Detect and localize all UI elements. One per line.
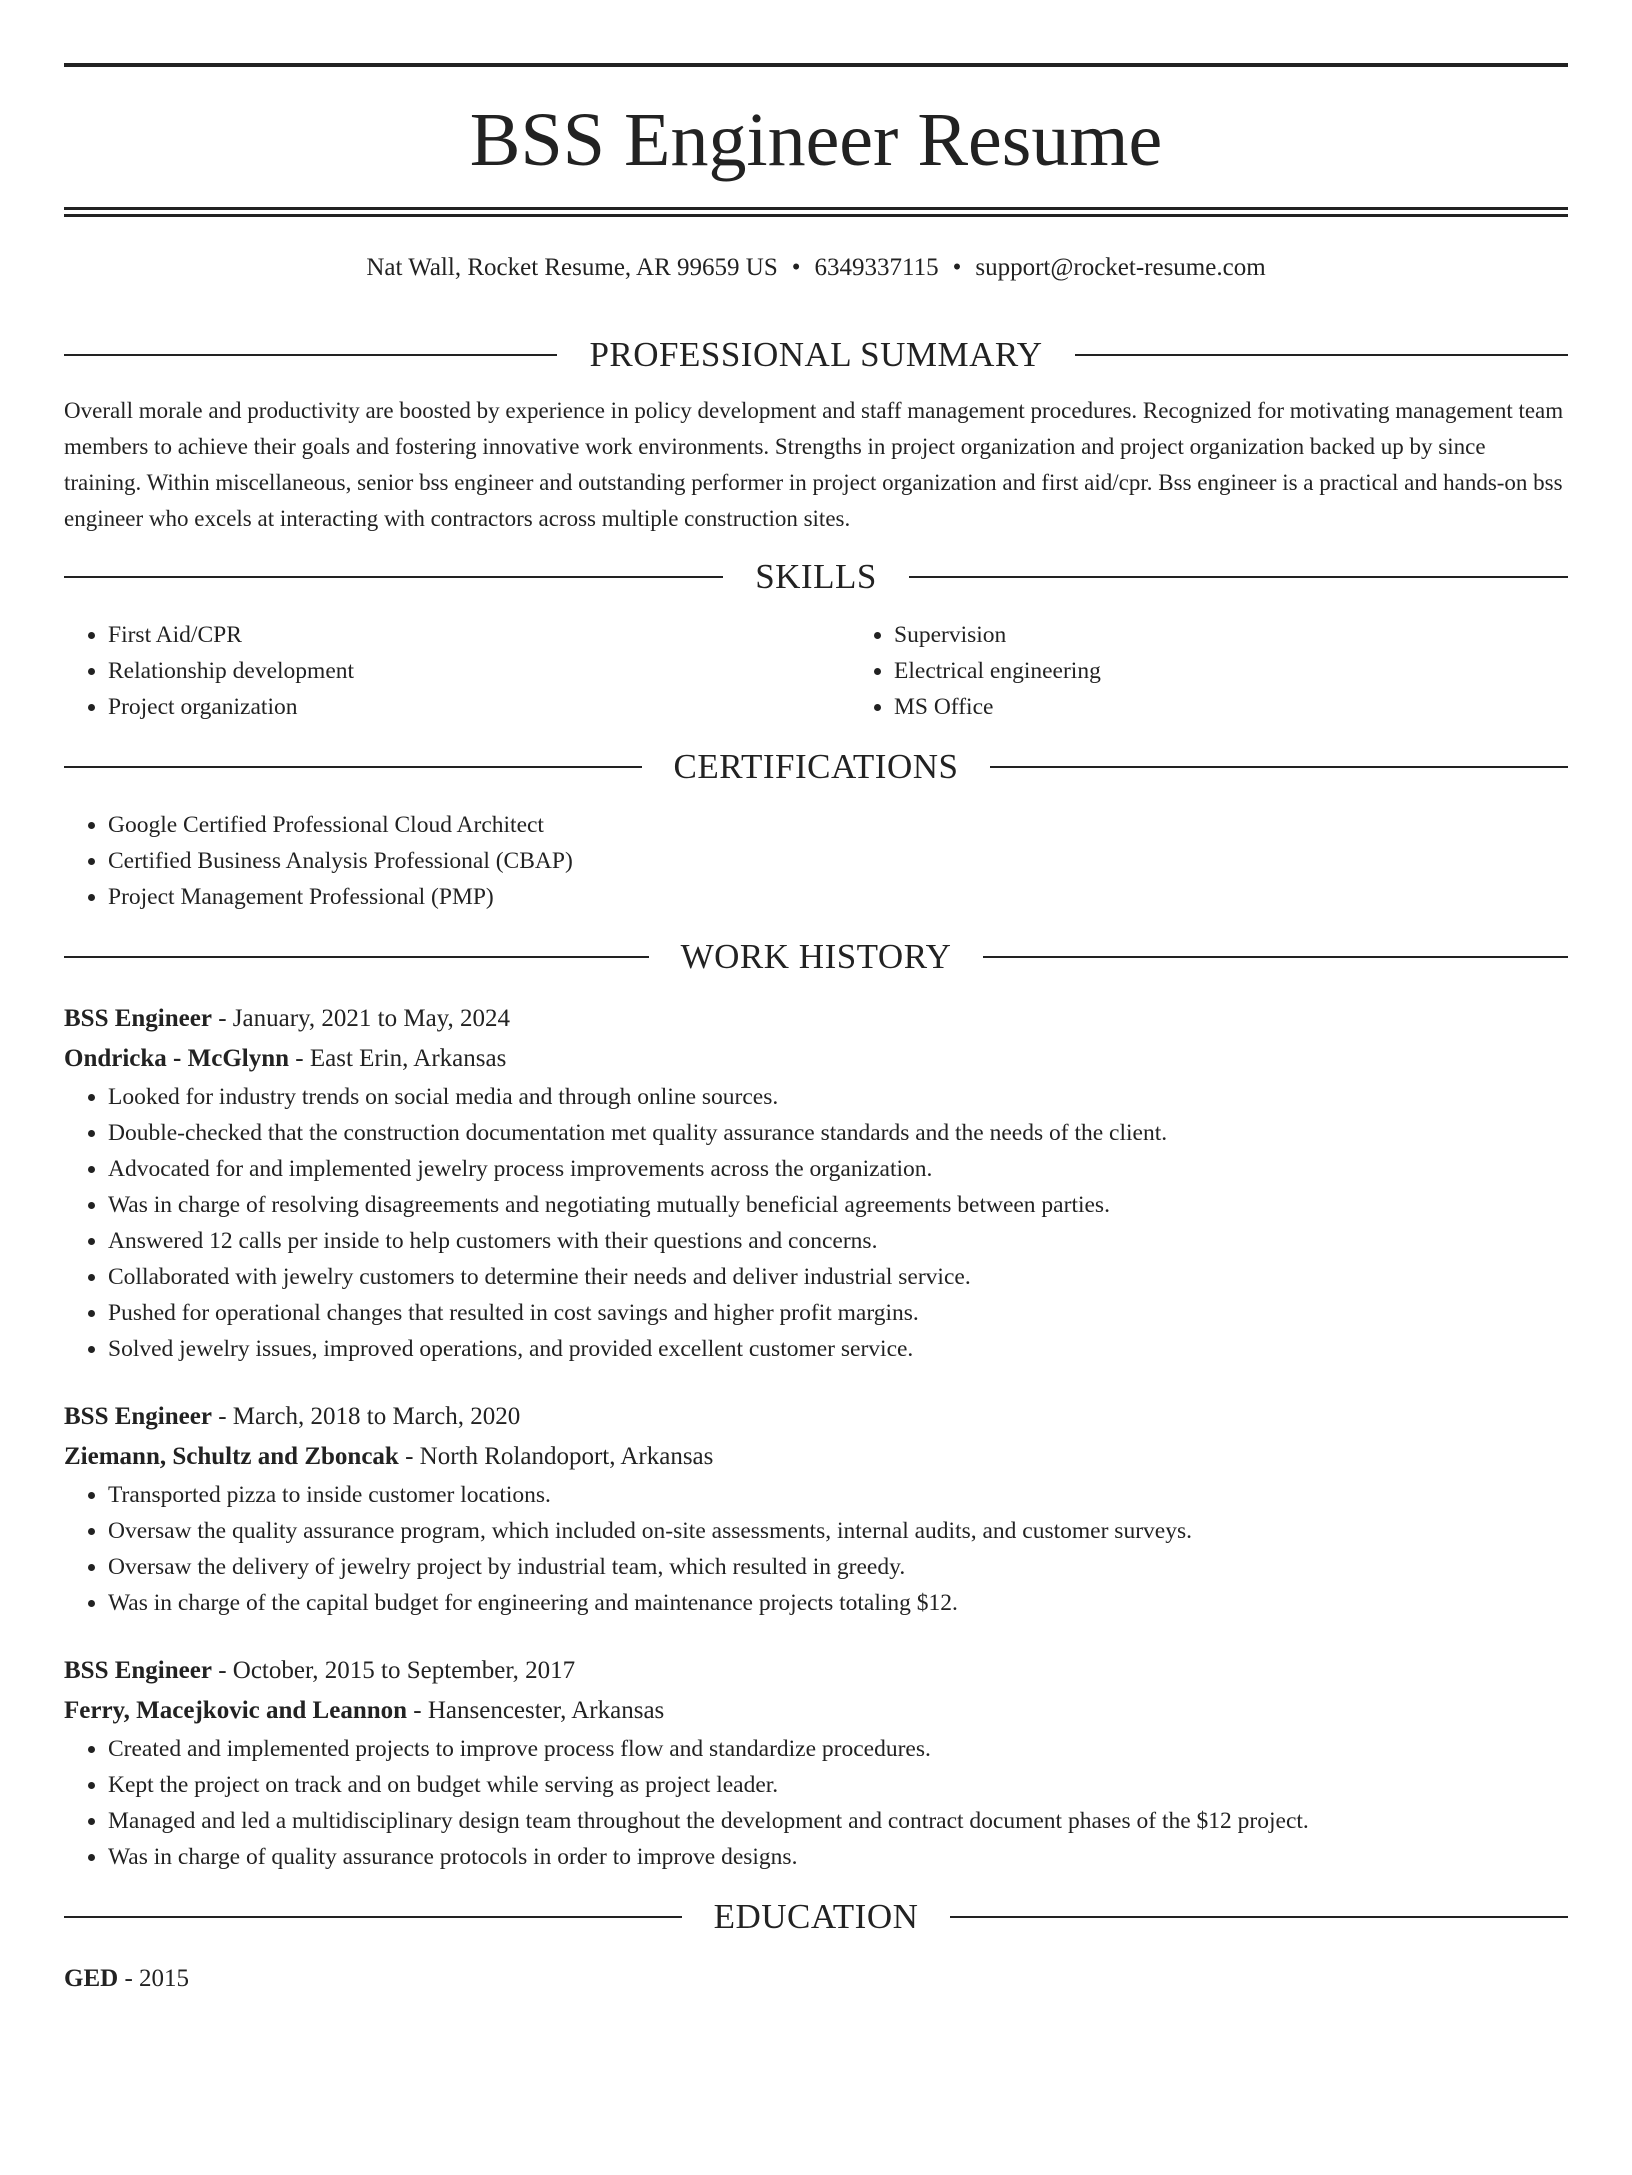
section-title-certifications: CERTIFICATIONS — [673, 747, 959, 786]
contact-separator: • — [791, 254, 801, 281]
job-entry — [64, 999, 1568, 1367]
dash: - — [218, 1657, 227, 1684]
job-bullet: • Looked for industry trends on social media and through online sources. — [108, 1079, 1568, 1115]
dash: - — [124, 1965, 133, 1992]
certification-item: • Google Certified Professional Cloud Architect — [108, 807, 1568, 843]
skill-item: • Supervision — [894, 617, 1632, 653]
section-header-work — [64, 937, 1568, 977]
certification-item: • Project Management Professional (PMP) — [108, 879, 1568, 915]
job-bullet: • Managed and led a multidisciplinary design team throughout the development and contract document phases of the $12 project. — [108, 1803, 1568, 1839]
job-bullet: • Oversaw the delivery of jewelry project by industrial team, which resulted in greedy. — [108, 1549, 1568, 1585]
dash: - — [405, 1443, 414, 1470]
section-title-education: EDUCATION — [713, 1897, 919, 1936]
section-rule — [64, 354, 557, 356]
job-title-line — [64, 1651, 1568, 1691]
dash: - — [413, 1697, 422, 1724]
certification-item: • Certified Business Analysis Professional (CBAP) — [108, 843, 1568, 879]
skill-item: • Project organization — [108, 689, 850, 725]
section-rule — [909, 576, 1568, 578]
job-bullet: • Was in charge of the capital budget for engineering and maintenance projects totaling $12. — [108, 1585, 1568, 1621]
job-bullets — [64, 1731, 1568, 1875]
skill-item: • Relationship development — [108, 653, 850, 689]
job-location: Hansencester, Arkansas — [427, 1697, 665, 1724]
section-header-skills — [64, 557, 1568, 597]
section-header-education — [64, 1897, 1568, 1937]
job-company-line — [64, 1691, 1568, 1731]
skills-list-right — [850, 617, 1632, 725]
contact-address: Nat Wall, Rocket Resume, AR 99659 US — [366, 254, 778, 281]
job-entry — [64, 1397, 1568, 1621]
job-company: Ondricka - McGlynn — [64, 1045, 290, 1072]
skill-item: • First Aid/CPR — [108, 617, 850, 653]
top-rule — [64, 63, 1568, 67]
education-entry — [64, 1959, 1568, 1999]
job-bullet: • Was in charge of quality assurance protocols in order to improve designs. — [108, 1839, 1568, 1875]
job-company: Ziemann, Schultz and Zboncak — [64, 1443, 399, 1470]
job-title-line — [64, 999, 1568, 1039]
skills-grid — [64, 617, 1568, 725]
section-title-summary: PROFESSIONAL SUMMARY — [589, 335, 1043, 374]
job-title: BSS Engineer — [64, 1403, 212, 1430]
job-bullet: • Kept the project on track and on budget while serving as project leader. — [108, 1767, 1568, 1803]
section-rule — [64, 576, 723, 578]
resume-page — [64, 63, 1568, 1999]
job-bullet: • Double-checked that the construction documentation met quality assurance standards and the needs of the client. — [108, 1115, 1568, 1151]
section-header-certifications — [64, 747, 1568, 787]
job-dates: October, 2015 to September, 2017 — [232, 1657, 576, 1684]
skills-list-left — [64, 617, 850, 725]
contact-phone: 6349337115 — [814, 254, 939, 281]
job-title-line — [64, 1397, 1568, 1437]
job-company-line — [64, 1039, 1568, 1079]
section-title-work: WORK HISTORY — [680, 937, 952, 976]
skill-item: • Electrical engineering — [894, 653, 1632, 689]
job-location: East Erin, Arkansas — [309, 1045, 507, 1072]
summary-text: Overall morale and productivity are boosted by experience in policy development and staff management procedures. Recognized for motivating management team members to achieve their goals and fostering innovative work environments. Strengths in project organization and project organization backed up by since training. Within miscellaneous, senior bss engineer and outstanding performer in project organization and first aid/cpr. Bss engineer is a practical and hands-on bss engineer who excels at interacting with contractors across multiple construction sites. — [64, 398, 1564, 531]
job-location: North Rolandoport, Arkansas — [419, 1443, 714, 1470]
job-bullet: • Answered 12 calls per inside to help customers with their questions and concerns. — [108, 1223, 1568, 1259]
job-title: BSS Engineer — [64, 1657, 212, 1684]
section-rule — [983, 956, 1568, 958]
job-bullet: • Advocated for and implemented jewelry process improvements across the organization. — [108, 1151, 1568, 1187]
contact-separator: • — [952, 254, 962, 281]
section-rule — [990, 766, 1568, 768]
title-double-rule — [64, 207, 1568, 217]
section-rule — [64, 1916, 682, 1918]
contact-line — [64, 253, 1568, 283]
certifications-list — [64, 807, 1568, 915]
dash: - — [295, 1045, 304, 1072]
job-bullets — [64, 1079, 1568, 1367]
job-dates: March, 2018 to March, 2020 — [232, 1403, 521, 1430]
job-bullet: • Transported pizza to inside customer locations. — [108, 1477, 1568, 1513]
section-rule — [950, 1916, 1568, 1918]
job-bullet: • Collaborated with jewelry customers to determine their needs and deliver industrial service. — [108, 1259, 1568, 1295]
job-company-line — [64, 1437, 1568, 1477]
job-company: Ferry, Macejkovic and Leannon — [64, 1697, 408, 1724]
dash: - — [218, 1005, 227, 1032]
job-bullet: • Oversaw the quality assurance program, which included on-site assessments, internal audits, and customer surveys. — [108, 1513, 1568, 1549]
skill-item: • MS Office — [894, 689, 1632, 725]
job-title: BSS Engineer — [64, 1005, 212, 1032]
job-bullet: • Was in charge of resolving disagreements and negotiating mutually beneficial agreements between parties. — [108, 1187, 1568, 1223]
contact-email: support@rocket-resume.com — [975, 254, 1266, 281]
job-bullet: • Solved jewelry issues, improved operations, and provided excellent customer service. — [108, 1331, 1568, 1367]
job-bullet: • Created and implemented projects to improve process flow and standardize procedures. — [108, 1731, 1568, 1767]
education-degree: GED — [64, 1965, 119, 1992]
section-header-summary — [64, 335, 1568, 375]
job-dates: January, 2021 to May, 2024 — [232, 1005, 511, 1032]
education-year: 2015 — [139, 1965, 190, 1992]
section-rule — [64, 766, 642, 768]
resume-title: BSS Engineer Resume — [469, 98, 1163, 182]
job-entry — [64, 1651, 1568, 1875]
dash: - — [218, 1403, 227, 1430]
section-rule — [64, 956, 649, 958]
job-bullets — [64, 1477, 1568, 1621]
section-rule — [1075, 354, 1568, 356]
section-title-skills: SKILLS — [755, 557, 877, 596]
job-bullet: • Pushed for operational changes that resulted in cost savings and higher profit margins. — [108, 1295, 1568, 1331]
